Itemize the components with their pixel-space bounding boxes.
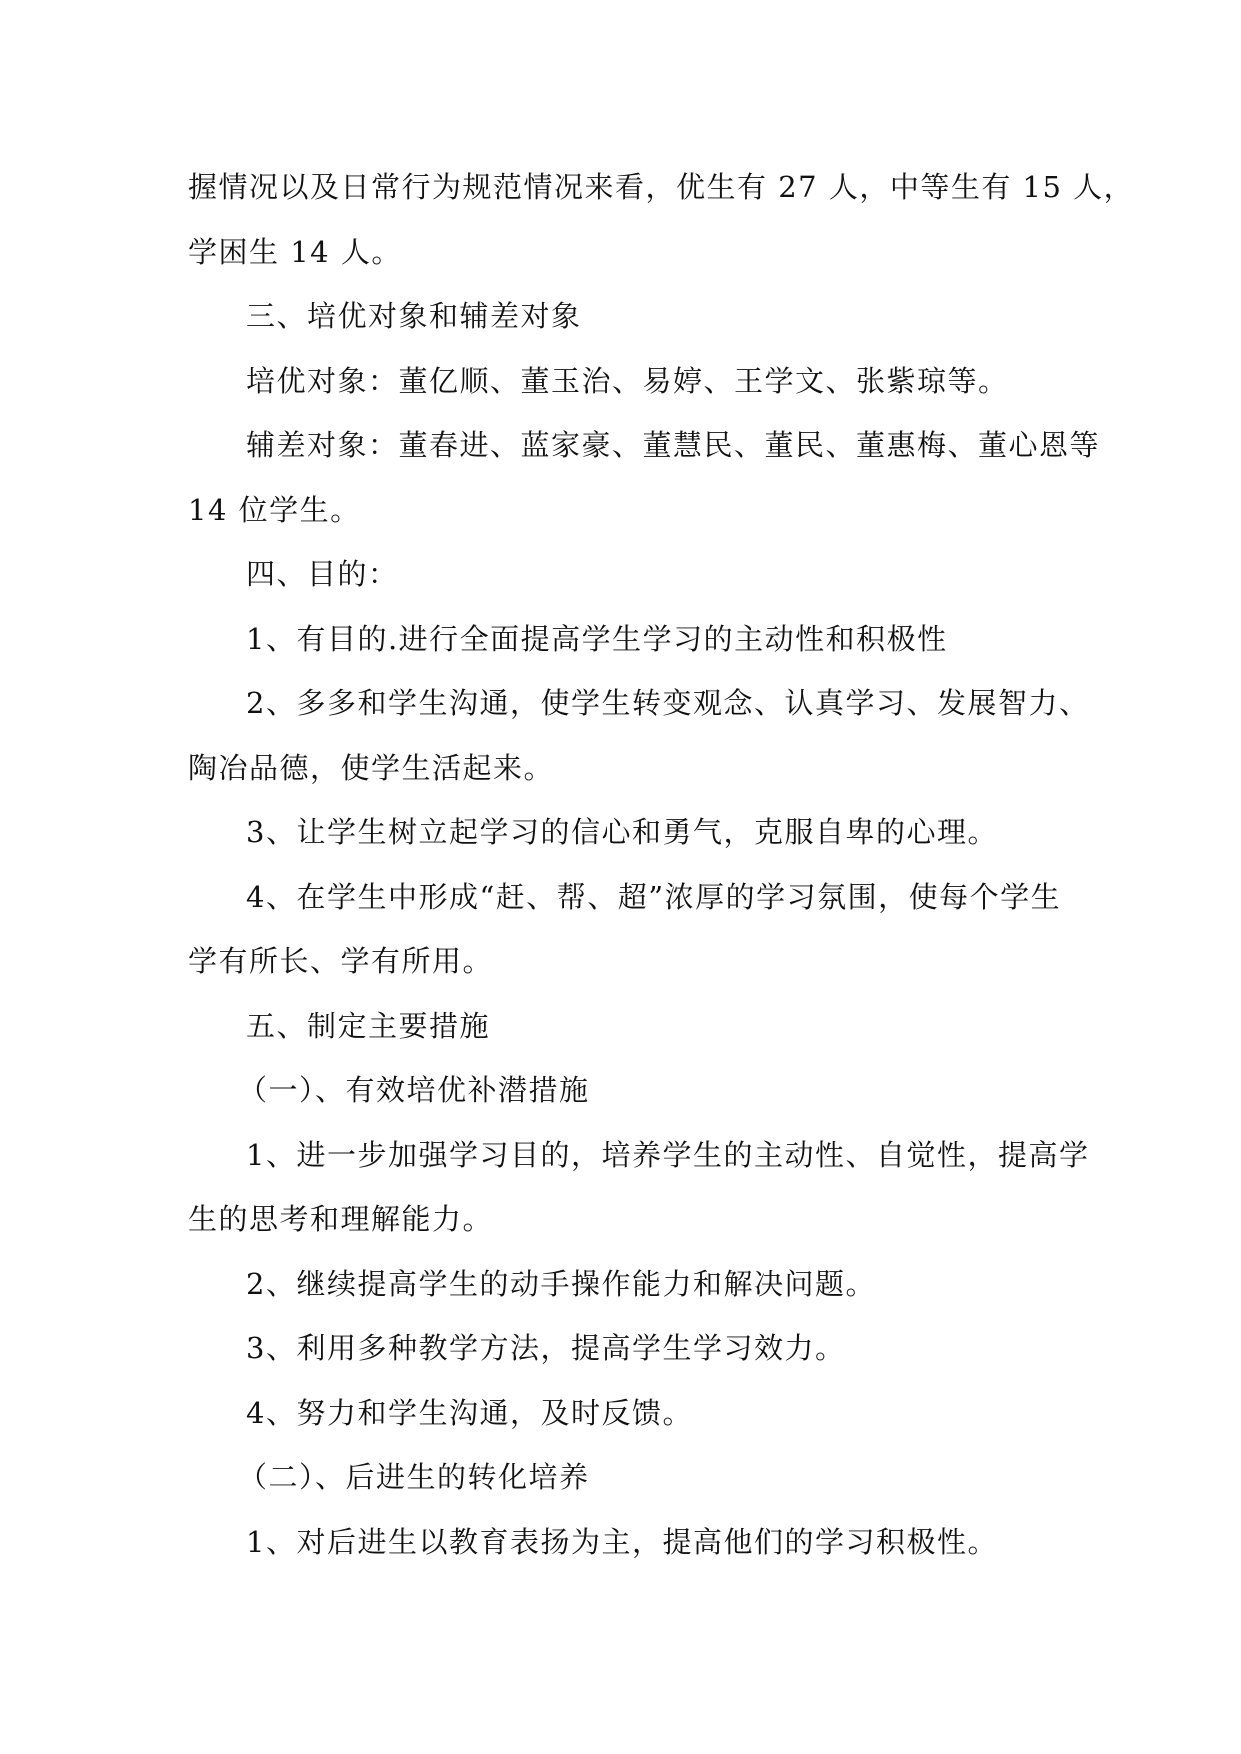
paragraph-line: 生的思考和理解能力。 bbox=[188, 1202, 494, 1236]
paragraph-line: 学困生 14 人。 bbox=[188, 234, 402, 269]
list-item: 1、进一步加强学习目的，培养学生的主动性、自觉性，提高学 bbox=[246, 1137, 1090, 1172]
list-item: 4、在学生中形成“赶、帮、超”浓厚的学习氛围，使每个学生 bbox=[246, 879, 1062, 914]
paragraph-line: 培优对象：董亿顺、董玉治、易婷、王学文、张紫琼等。 bbox=[246, 363, 1009, 398]
paragraph-line: 握情况以及日常行为规范情况来看，优生有 27 人，中等生有 15 人， bbox=[188, 170, 1135, 204]
list-item: 1、对后进生以教育表扬为主，提高他们的学习积极性。 bbox=[246, 1524, 998, 1559]
section-heading: 四、目的： bbox=[246, 557, 399, 591]
paragraph-line: 学有所长、学有所用。 bbox=[188, 944, 494, 978]
section-heading: 三、培优对象和辅差对象 bbox=[246, 299, 582, 333]
paragraph-line: 14 位学生。 bbox=[188, 492, 361, 527]
list-item: 2、继续提高学生的动手操作能力和解决问题。 bbox=[246, 1266, 876, 1301]
subsection-heading: （一）、有效培优补潜措施 bbox=[238, 1073, 590, 1107]
document-body bbox=[188, 155, 1135, 1574]
list-item: 1、有目的.进行全面提高学生学习的主动性和积极性 bbox=[246, 621, 948, 656]
list-item: 2、多多和学生沟通，使学生转变观念、认真学习、发展智力、 bbox=[246, 686, 1090, 720]
list-item: 4、努力和学生沟通，及时反馈。 bbox=[246, 1395, 693, 1430]
paragraph-line: 陶冶品德，使学生活起来。 bbox=[188, 750, 555, 785]
subsection-heading: （二）、后进生的转化培养 bbox=[238, 1460, 590, 1494]
paragraph-line: 辅差对象：董春进、蓝家豪、董慧民、董民、董惠梅、董心恩等 bbox=[246, 428, 1101, 462]
list-item: 3、让学生树立起学习的信心和勇气，克服自卑的心理。 bbox=[246, 815, 998, 849]
section-heading: 五、制定主要措施 bbox=[246, 1008, 491, 1043]
list-item: 3、利用多种教学方法，提高学生学习效力。 bbox=[246, 1331, 846, 1365]
